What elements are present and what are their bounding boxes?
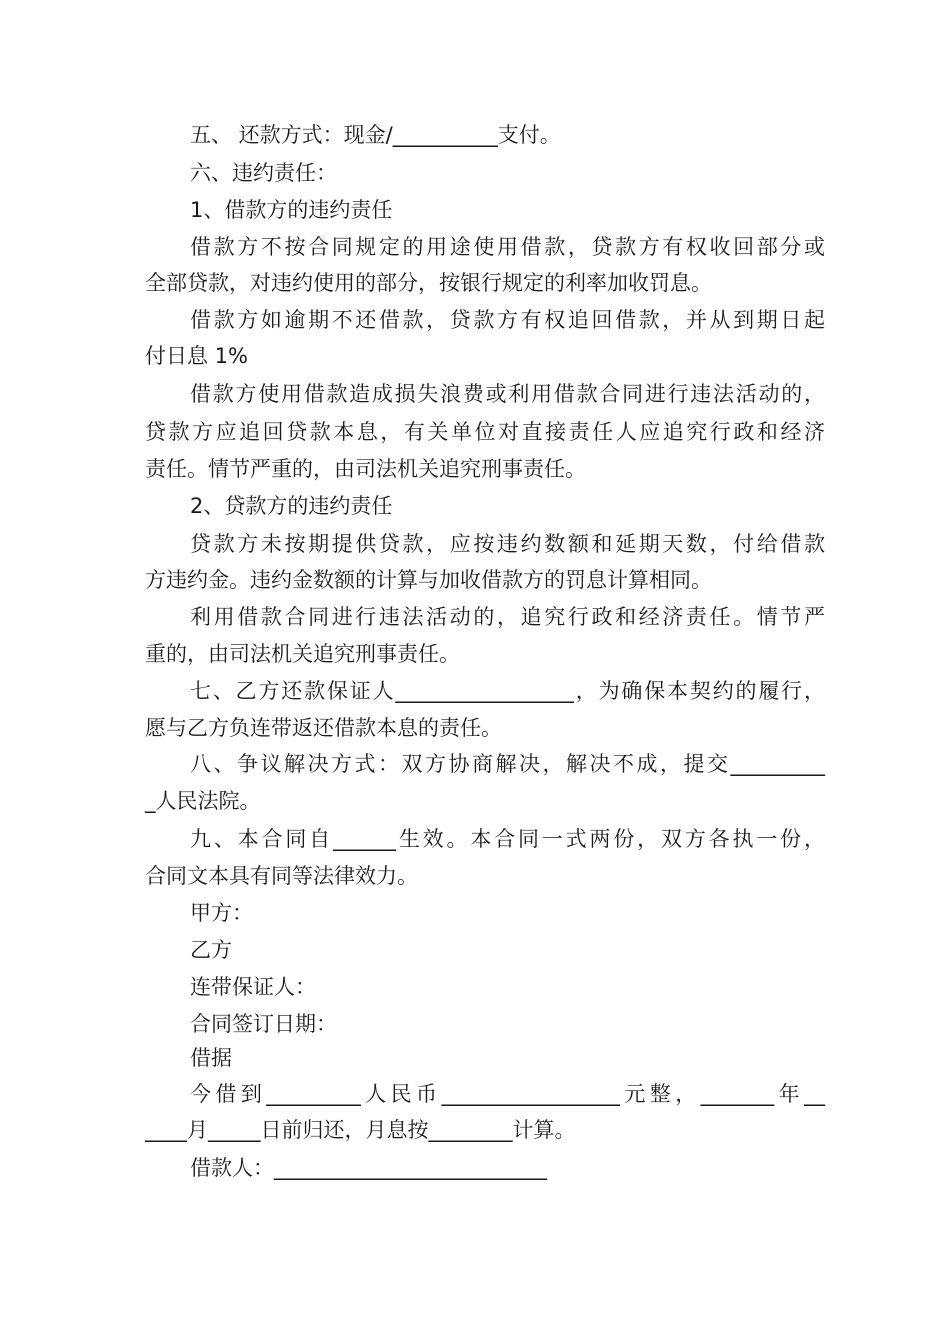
paragraph-line: 全部贷款，对违约使用的部分，按银行规定的利率加收罚息。 <box>145 271 712 295</box>
subheading-borrower-liability: 1、借款方的违约责任 <box>190 198 393 222</box>
guarantor-clause: 七、乙方还款保证人_________________，为确保本契约的履行， <box>190 679 825 703</box>
paragraph-line: 借款方使用借款造成损失浪费或利用借款合同进行违法活动的， <box>190 382 825 406</box>
iou-line: 今借到_________人民币_________________元整，_______年__ <box>190 1082 825 1106</box>
guarantor-label: 连带保证人： <box>190 975 316 999</box>
party-a-label: 甲方： <box>190 901 253 925</box>
paragraph-line: 愿与乙方负连带返还借款本息的责任。 <box>145 716 502 740</box>
paragraph-line: 借款方如逾期不还借款，贷款方有权追回借款，并从到期日起 <box>190 308 825 332</box>
paragraph-line: 借款方不按合同规定的用途使用借款，贷款方有权收回部分或 <box>190 235 825 259</box>
iou-line: ____月_____日前归还，月息按________计算。 <box>145 1118 576 1142</box>
paragraph-line: 利用借款合同进行违法活动的，追究行政和经济责任。情节严 <box>190 605 825 629</box>
paragraph-line: 合同文本具有同等法律效力。 <box>145 864 418 888</box>
signing-date-label: 合同签订日期： <box>190 1012 337 1036</box>
paragraph-line: 重的，由司法机关追究刑事责任。 <box>145 642 460 666</box>
paragraph-line: 方违约金。违约金数额的计算与加收借款方的罚息计算相同。 <box>145 568 712 592</box>
effective-date-clause: 九、本合同自______生效。本合同一式两份，双方各执一份， <box>190 827 825 851</box>
paragraph-line: 付日息 1% <box>145 344 248 368</box>
paragraph-line: 贷款方未按期提供贷款，应按违约数额和延期天数，付给借款 <box>190 532 825 556</box>
paragraph-line: 责任。情节严重的，由司法机关追究刑事责任。 <box>145 457 586 481</box>
party-b-label: 乙方 <box>190 938 232 962</box>
paragraph-line: _人民法院。 <box>145 789 261 813</box>
subheading-lender-liability: 2、贷款方的违约责任 <box>190 494 393 518</box>
iou-title: 借据 <box>190 1046 232 1070</box>
borrower-signature-line: 借款人：__________________________ <box>190 1156 547 1180</box>
dispute-resolution-clause: 八、争议解决方式：双方协商解决，解决不成，提交_________ <box>190 752 825 776</box>
repayment-method-clause: 五、 还款方式：现金/__________支付。 <box>190 123 561 147</box>
paragraph-line: 贷款方应追回贷款本息，有关单位对直接责任人应追究行政和经济 <box>145 420 825 444</box>
section-heading-breach-liability: 六、违约责任： <box>190 161 337 185</box>
